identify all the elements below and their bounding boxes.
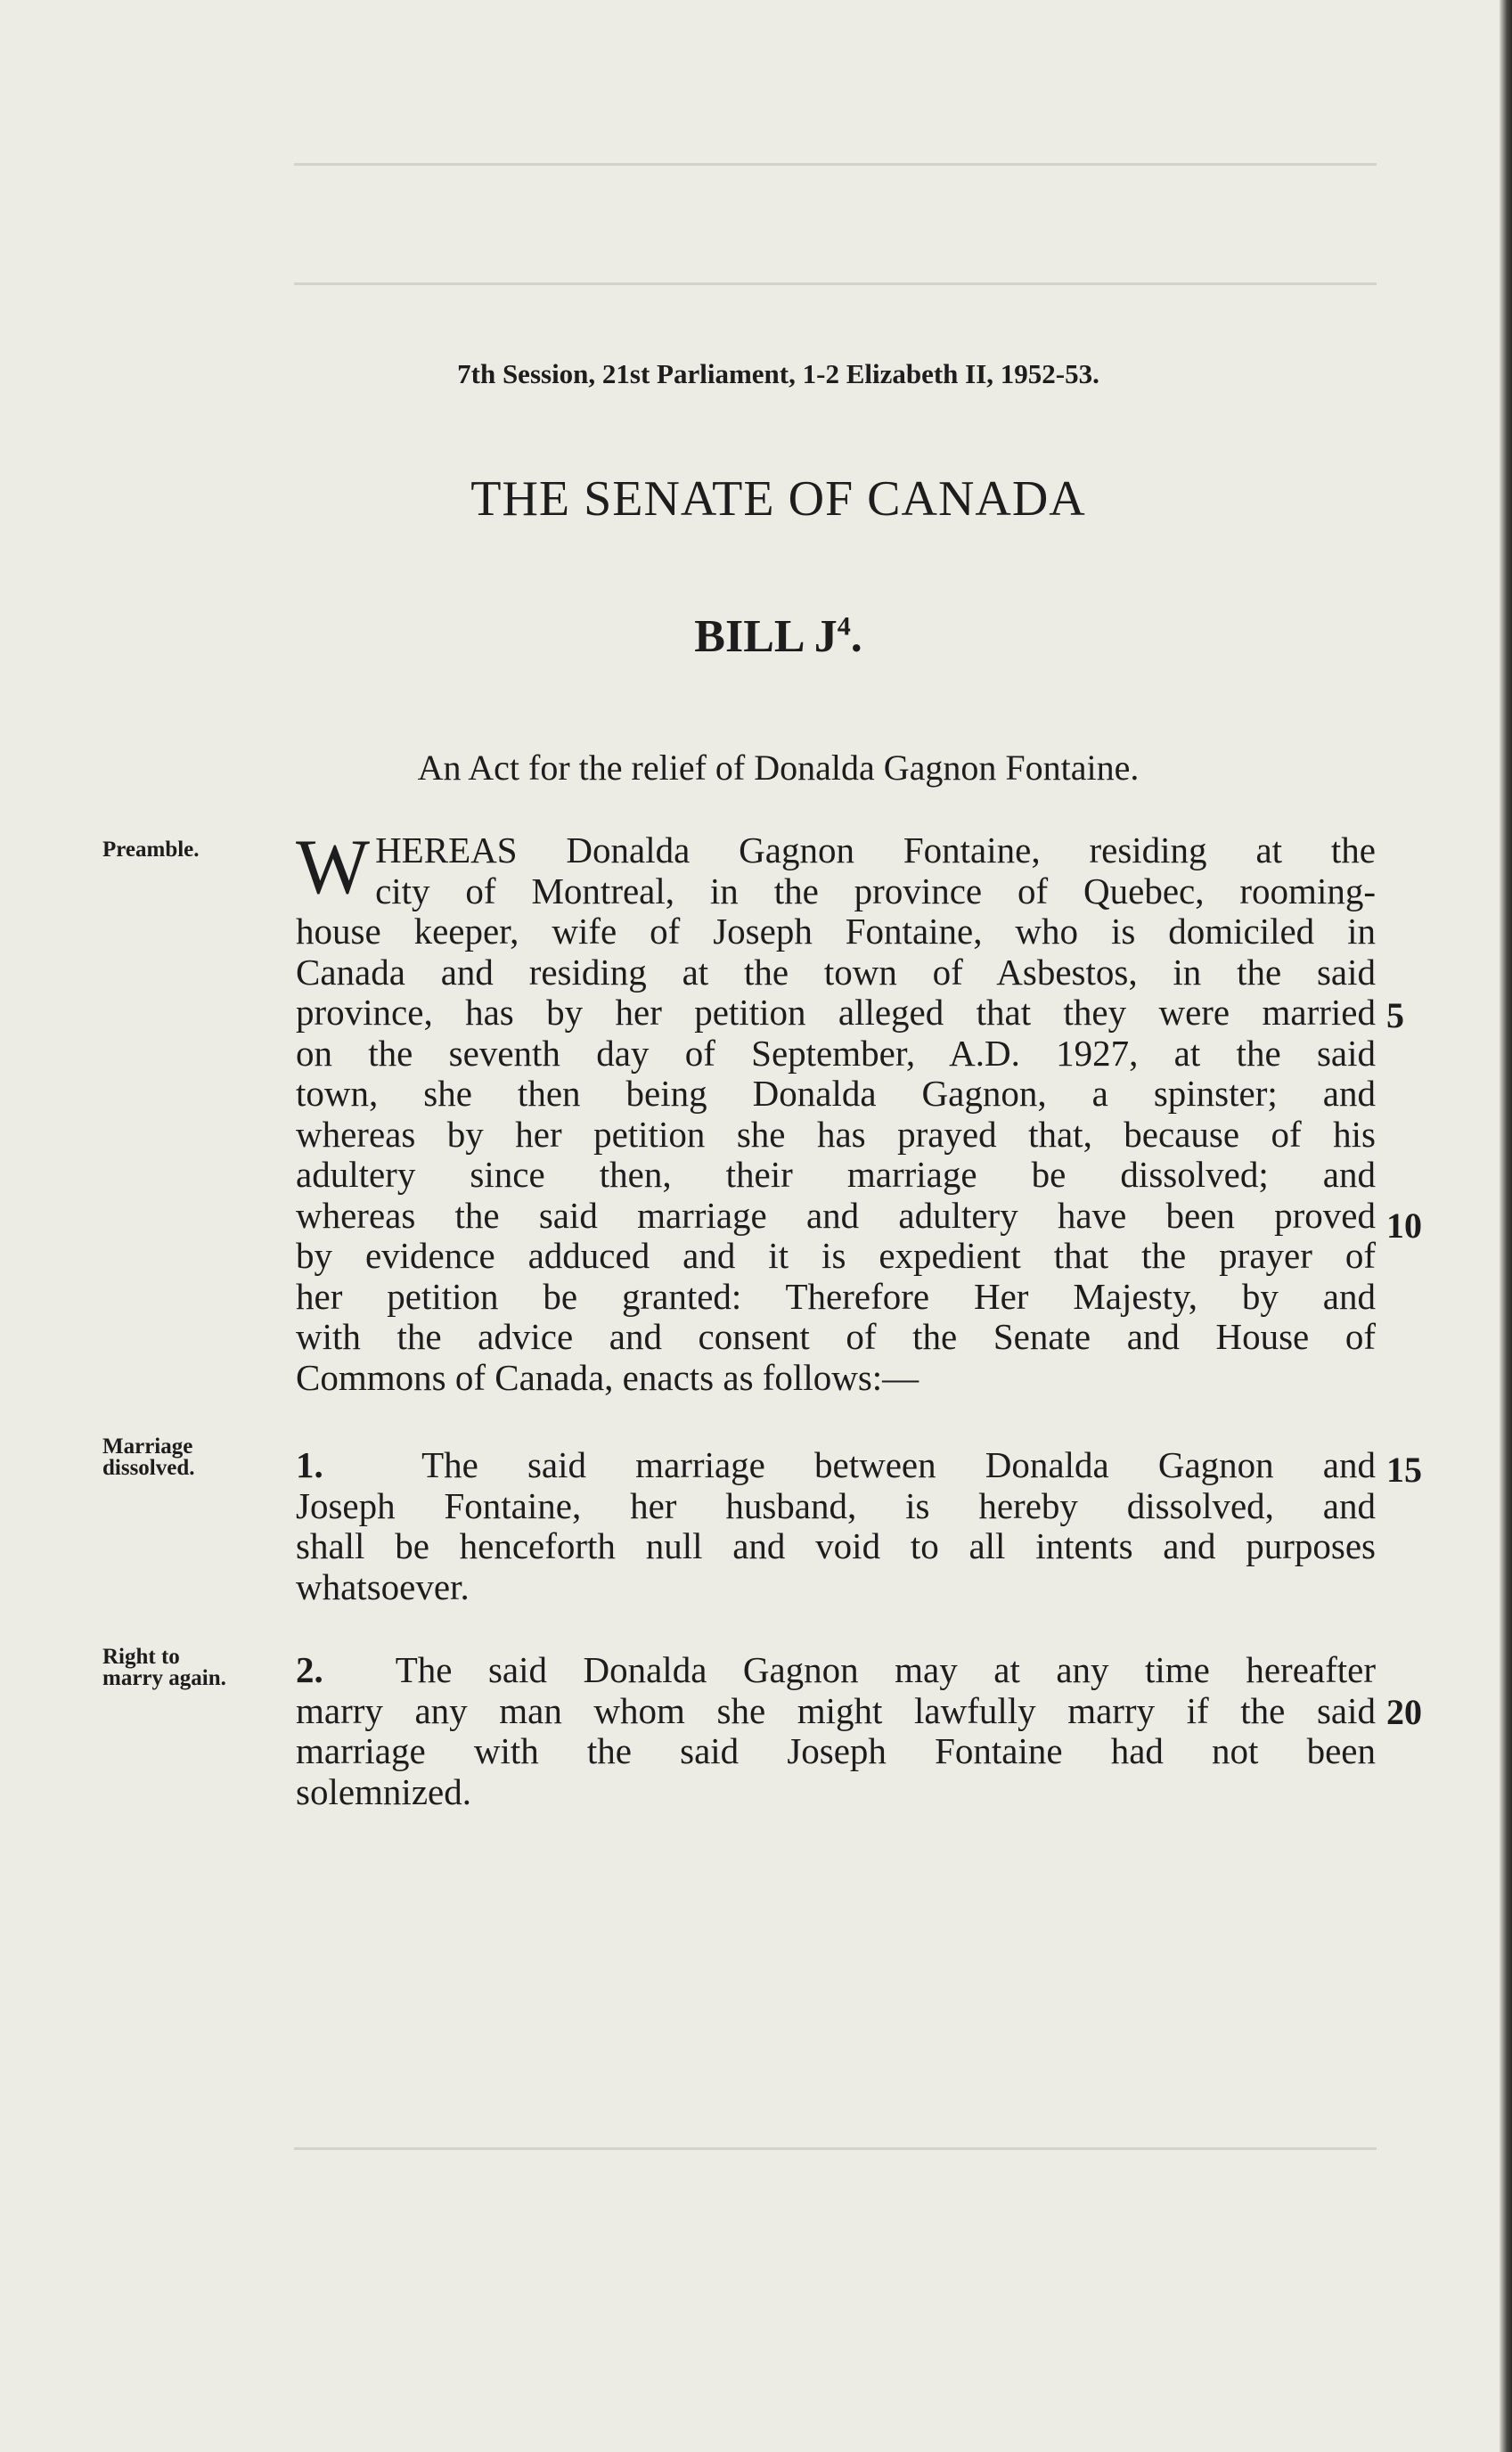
text-line: Commons of Canada, enacts as follows:— [296, 1356, 919, 1398]
bleed-through-rule [294, 2147, 1377, 2150]
session-line: 7th Session, 21st Parliament, 1-2 Elizabeth II, 1952-53. [457, 358, 1099, 389]
line-number: 10 [1386, 1206, 1422, 1246]
bill-title [0, 610, 1512, 663]
section-number: 2. [296, 1649, 323, 1690]
margin-note-preamble: Preamble. [102, 838, 200, 862]
text-line: Joseph Fontaine, her husband, is hereby dissolved, and [296, 1484, 1376, 1526]
text-line: city of Montreal, in the province of Quebec, rooming- [375, 870, 1376, 911]
margin-note-marriage-dissolved [102, 1436, 195, 1479]
line-number: 20 [1386, 1692, 1422, 1732]
bleed-through-rule [294, 163, 1377, 166]
bill-period: . [850, 611, 862, 662]
margin-note-line: Marriage [102, 1434, 193, 1459]
text-line: on the seventh day of September, A.D. 1927, at the said [296, 1032, 1376, 1074]
section-1-text [296, 1445, 1376, 1607]
text-line: marriage with the said Joseph Fontaine had not been [296, 1730, 1376, 1771]
text-line: her petition be granted: Therefore Her Majesty, by and [296, 1275, 1376, 1317]
preamble-text [296, 824, 1376, 1398]
text-line: Canada and residing at the town of Asbestos, in the said [296, 951, 1376, 993]
chamber-title: THE SENATE OF CANADA [470, 471, 1086, 527]
text-line: town, she then being Donalda Gagnon, a spinster; and [296, 1073, 1376, 1114]
bill-label: BILL J [694, 611, 838, 662]
text-line: province, has by her petition alleged that they were married [296, 992, 1376, 1033]
bill-superscript: 4 [837, 611, 851, 642]
text-line: house keeper, wife of Joseph Fontaine, who is domiciled in [296, 911, 1376, 952]
act-title: An Act for the relief of Donalda Gagnon Fontaine. [417, 748, 1140, 788]
margin-note-line: dissolved. [102, 1456, 195, 1480]
line-number: 5 [1386, 995, 1404, 1035]
section-2-text [296, 1650, 1376, 1812]
text-line: shall be henceforth null and void to all intents and purposes [296, 1525, 1376, 1566]
margin-note-line: Right to [102, 1645, 180, 1669]
margin-note-line: marry again. [102, 1666, 226, 1690]
text-line: whereas by her petition she has prayed that, because of his [296, 1113, 1376, 1155]
text-line [296, 1650, 1376, 1691]
section-1-first-line: The said marriage between Donalda Gagnon and [421, 1444, 1377, 1485]
text-line: solemnized. [296, 1770, 471, 1812]
text-line: HEREAS Donalda Gagnon Fontaine, residing at the [375, 830, 1376, 870]
section-2-first-line: The said Donalda Gagnon may at any time hereafter [395, 1649, 1376, 1690]
section-number: 1. [296, 1444, 323, 1485]
text-line: by evidence adduced and it is expedient that the prayer of [296, 1235, 1376, 1276]
line-number: 15 [1386, 1450, 1422, 1490]
margin-note-right-to-marry [102, 1647, 226, 1689]
bleed-through-rule [294, 282, 1377, 285]
text-line: marry any man whom she might lawfully marry if the said [296, 1689, 1376, 1731]
drop-cap: W [296, 824, 371, 911]
text-line: adultery since then, their marriage be dissolved; and [296, 1154, 1376, 1195]
text-line: whereas the said marriage and adultery have been proved [296, 1194, 1376, 1236]
text-line [296, 1445, 1376, 1486]
text-line: whatsoever. [296, 1565, 470, 1607]
text-line: with the advice and consent of the Senate and House of [296, 1316, 1376, 1357]
